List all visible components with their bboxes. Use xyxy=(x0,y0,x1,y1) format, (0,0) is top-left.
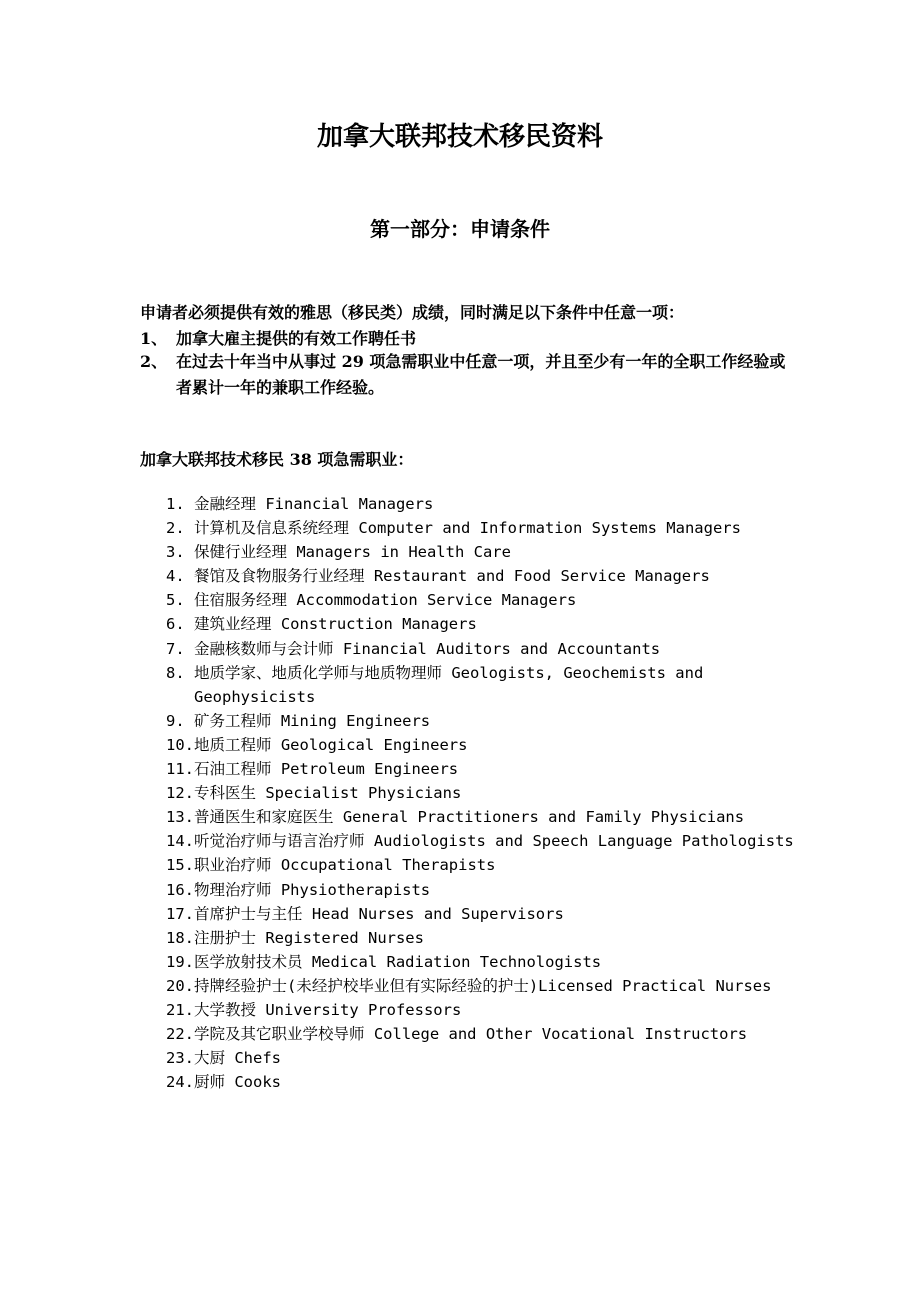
list-item-number: 14. xyxy=(166,832,194,851)
list-item-text: 职业治疗师 Occupational Therapists xyxy=(194,856,496,875)
list-item-text: 物理治疗师 Physiotherapists xyxy=(194,880,431,899)
list-item-text: 持牌经验护士(未经护校毕业但有实际经验的护士)Licensed Practical Nurses xyxy=(194,976,772,995)
list-item xyxy=(166,974,806,998)
intro-paragraph: 申请者必须提供有效的雅思（移民类）成绩，同时满足以下条件中任意一项： xyxy=(140,303,685,322)
list-item-text: 听觉治疗师与语言治疗师 Audiologists and Speech Language Pathologists xyxy=(194,832,794,851)
list-item-text: 保健行业经理 Managers in Health Care xyxy=(194,543,511,562)
list-item xyxy=(166,853,806,877)
section-title: 第一部分：申请条件 xyxy=(370,217,550,241)
list-item-text: 大厨 Chefs xyxy=(194,1049,281,1068)
list-item-number: 2. xyxy=(166,519,185,538)
list-item-text: 大学教授 University Professors xyxy=(194,1000,462,1019)
list-item-number: 1. xyxy=(166,495,185,513)
condition-text: 在过去十年当中从事过 29 项急需职业中任意一项，并且至少有一年的全职工作经验或者累计一年的兼职工作经验。 xyxy=(176,352,786,397)
list-item-number: 5. xyxy=(166,591,185,610)
list-item-text: 医学放射技术员 Medical Radiation Technologists xyxy=(194,952,602,971)
list-item-text: 地质工程师 Geological Engineers xyxy=(194,735,468,754)
list-item xyxy=(166,757,806,781)
list-item xyxy=(166,1022,806,1046)
occupations-heading: 加拿大联邦技术移民 38 项急需职业： xyxy=(140,450,414,469)
list-item-number: 24. xyxy=(166,1073,194,1092)
list-item xyxy=(166,733,806,757)
list-item-text: 地质学家、地质化学师与地质物理师 Geologists, Geochemists and Geophysicists xyxy=(194,663,704,706)
list-item-number: 12. xyxy=(166,784,194,803)
list-item-text: 建筑业经理 Construction Managers xyxy=(194,615,477,634)
list-item-number: 19. xyxy=(166,952,194,971)
list-item-number: 23. xyxy=(166,1049,194,1068)
list-item-text: 餐馆及食物服务行业经理 Restaurant and Food Service Managers xyxy=(194,567,710,586)
list-item xyxy=(166,709,806,733)
occupation-list xyxy=(166,492,806,1094)
list-item xyxy=(166,612,806,636)
list-item xyxy=(166,661,806,709)
list-item-number: 15. xyxy=(166,856,194,875)
document-title: 加拿大联邦技术移民资料 xyxy=(316,122,603,152)
condition-text: 加拿大雇主提供的有效工作聘任书 xyxy=(176,329,417,348)
list-item xyxy=(166,637,806,661)
list-item-text: 计算机及信息系统经理 Computer and Information Systems Managers xyxy=(194,519,741,538)
list-item xyxy=(166,781,806,805)
list-item-text: 专科医生 Specialist Physicians xyxy=(194,784,462,803)
list-item-text: 矿务工程师 Mining Engineers xyxy=(194,711,431,730)
condition-number: 1、 xyxy=(140,329,168,348)
list-item xyxy=(166,829,806,853)
list-item xyxy=(166,540,806,564)
list-item xyxy=(166,492,806,516)
list-item xyxy=(166,1070,806,1094)
list-item xyxy=(166,950,806,974)
list-item xyxy=(166,564,806,588)
list-item-number: 17. xyxy=(166,904,194,923)
list-item-text: 注册护士 Registered Nurses xyxy=(194,928,424,947)
list-item xyxy=(166,805,806,829)
list-item-text: 石油工程师 Petroleum Engineers xyxy=(194,760,459,779)
list-item-text: 金融核数师与会计师 Financial Auditors and Accountants xyxy=(194,639,661,658)
list-item-number: 3. xyxy=(166,543,185,562)
list-item-number: 6. xyxy=(166,615,185,634)
condition-item xyxy=(140,349,800,401)
list-item-text: 金融经理 Financial Managers xyxy=(194,495,434,513)
list-item-number: 22. xyxy=(166,1025,194,1044)
list-item-number: 16. xyxy=(166,880,194,899)
list-item xyxy=(166,926,806,950)
list-item xyxy=(166,1046,806,1070)
list-item xyxy=(166,588,806,612)
list-item-number: 4. xyxy=(166,567,185,586)
list-item-text: 厨师 Cooks xyxy=(194,1073,281,1092)
list-item-number: 13. xyxy=(166,808,194,827)
list-item-number: 10. xyxy=(166,735,194,754)
list-item xyxy=(166,516,806,540)
list-item-text: 普通医生和家庭医生 General Practitioners and Family Physicians xyxy=(194,808,745,827)
list-item-number: 11. xyxy=(166,760,194,779)
list-item xyxy=(166,902,806,926)
list-item-number: 7. xyxy=(166,639,185,658)
condition-number: 2、 xyxy=(140,352,168,371)
list-item-number: 9. xyxy=(166,711,185,730)
list-item-number: 21. xyxy=(166,1000,194,1019)
list-item xyxy=(166,878,806,902)
list-item-text: 住宿服务经理 Accommodation Service Managers xyxy=(194,591,577,610)
list-item-number: 18. xyxy=(166,928,194,947)
list-item-text: 学院及其它职业学校导师 College and Other Vocational Instructors xyxy=(194,1025,748,1044)
list-item-text: 首席护士与主任 Head Nurses and Supervisors xyxy=(194,904,564,923)
list-item-number: 20. xyxy=(166,976,194,995)
list-item xyxy=(166,998,806,1022)
list-item-number: 8. xyxy=(166,663,185,682)
